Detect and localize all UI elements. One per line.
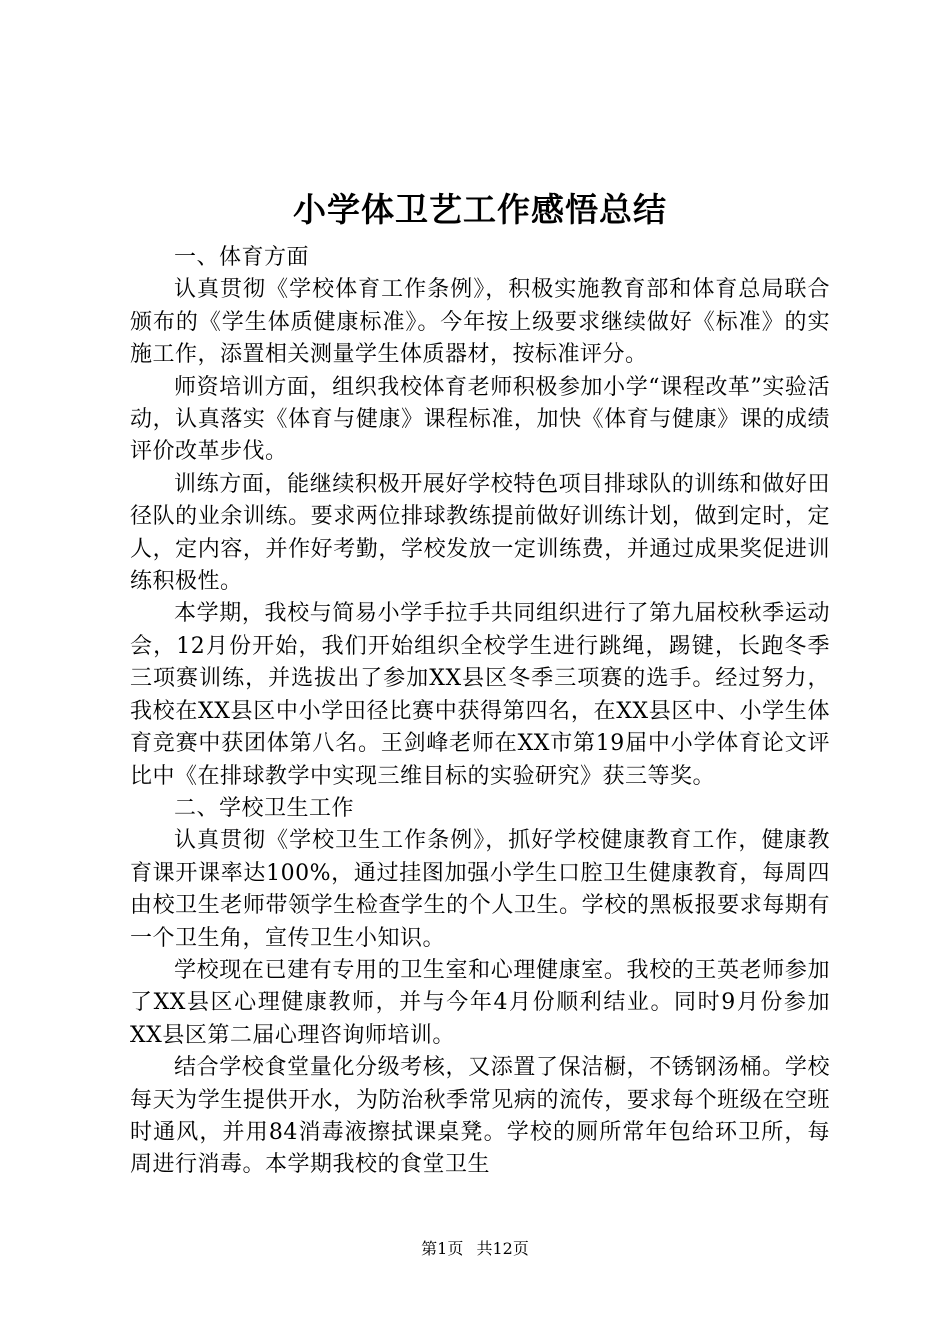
section-heading: 二、学校卫生工作 [174,795,355,821]
document-page [130,184,830,1182]
section-heading: 一、体育方面 [174,245,310,270]
page-number: 第1页 [421,1239,464,1258]
document-title: 小学体卫艺工作感悟总结 [293,190,667,229]
page-total: 共12页 [476,1239,529,1258]
paragraph: 训练方面，能继续积极开展好学校特色项目排球队的训练和做好田径队的业余训练。要求两位排球教练提前做好训练计划，做到定时，定人，定内容，并作好考勤，学校发放一定训练费，并通过成果奖促进训练积极性。 [130,471,830,595]
paragraph: 结合学校食堂量化分级考核，又添置了保洁橱，不锈钢汤桶。学校每天为学生提供开水，为防治秋季常见病的流传，要求每个班级在空班时通风，并用84消毒液擦拭课桌凳。学校的厕所常年包给环卫所，每周进行消毒。本学期我校的食堂卫生 [130,1055,830,1178]
paragraph: 学校现在已建有专用的卫生室和心理健康室。我校的王英老师参加了XX县区心理健康教师，并与今年4月份顺利结业。同时9月份参加XX县区第二届心理咨询师培训。 [130,957,830,1048]
paragraph: 认真贯彻《学校卫生工作条例》，抓好学校健康教育工作，健康教育课开课率达100%，通过挂图加强小学生口腔卫生健康教育，每周四由校卫生老师带领学生检查学生的个人卫生。学校的黑板报要求每期有一个卫生角，宣传卫生小知识。 [130,828,830,951]
paragraph: 本学期，我校与简易小学手拉手共同组织进行了第九届校秋季运动会，12月份开始，我们开始组织全校学生进行跳绳，踢键，长跑冬季三项赛训练，并选拔出了参加XX县区冬季三项赛的选手。经过努力，我校在XX县区中小学田径比赛中获得第四名，在XX县区中、小学生体育竞赛中获团体第八名。王剑峰老师在XX市第19届中小学体育论文评比中《在排球教学中实现三维目标的实验研究》获三等奖。 [130,601,830,789]
paragraph: 师资培训方面，组织我校体育老师积极参加小学“课程改革”实验活动，认真落实《体育与健康》课程标准，加快《体育与健康》课的成绩评价改革步伐。 [130,374,830,465]
paragraph: 认真贯彻《学校体育工作条例》，积极实施教育部和体育总局联合颁布的《学生体质健康标准》。今年按上级要求继续做好《标准》的实施工作，添置相关测量学生体质器材，按标准评分。 [130,277,830,368]
page-footer [0,1238,950,1260]
document-body [130,242,830,1182]
